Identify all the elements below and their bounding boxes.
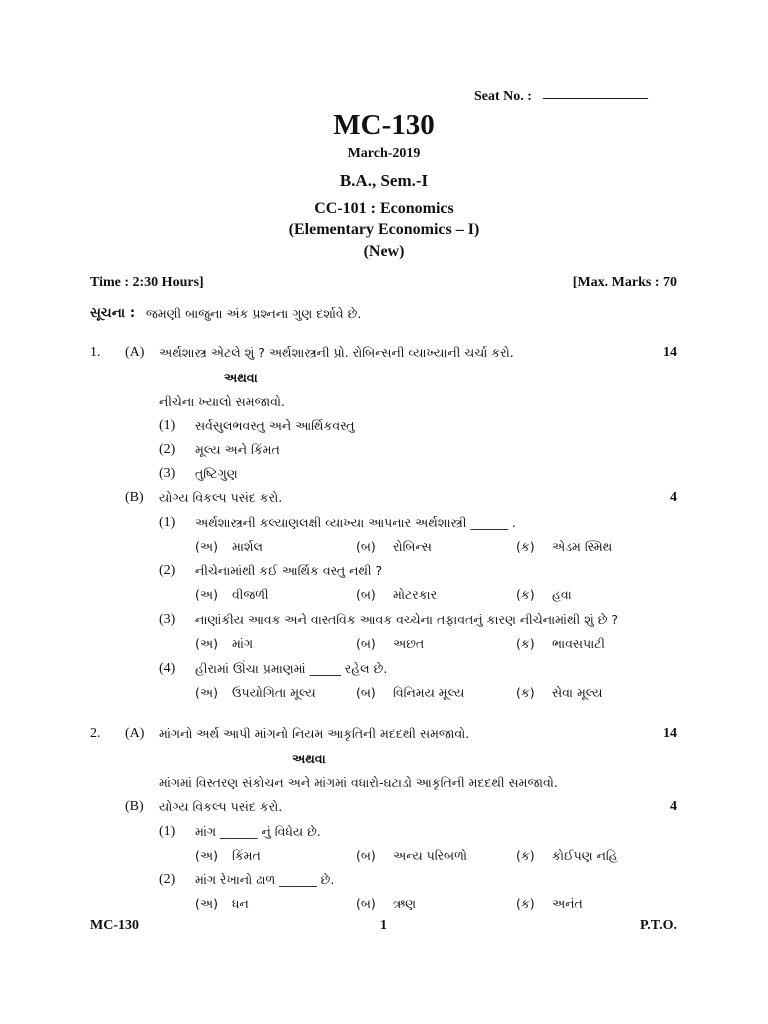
option-key: (બ) [356, 896, 376, 911]
page-number: 1 [380, 918, 387, 933]
option-value: અન્ય પરિબળો [393, 848, 467, 863]
option-key: (બ) [356, 587, 376, 602]
option-value: માર્શલ [232, 539, 263, 554]
option-value: સેવા મૂલ્ય [552, 685, 603, 700]
option-key: (ક) [516, 539, 535, 554]
mcq-number: (4) [159, 661, 176, 676]
q1a-label: (A) [125, 345, 145, 360]
time-duration: Time : 2:30 Hours] [90, 275, 204, 290]
option-key: (અ) [195, 539, 218, 554]
q2a-text: માંગનો અર્થ આપી માંગનો નિયમ આકૃતિની મદદથી સમજાવો. [159, 726, 470, 741]
option-key: (ક) [516, 587, 535, 602]
course-name: B.A., Sem.-I [339, 171, 429, 190]
option-key: (બ) [356, 685, 376, 700]
q1a-item-text: મૂલ્ય અને કિંમત [195, 442, 280, 457]
option-key: (બ) [356, 848, 376, 863]
q2b-text: યોગ્ય વિકલ્પ પસંદ કરો. [159, 799, 283, 814]
q1b-text: યોગ્ય વિકલ્પ પસંદ કરો. [159, 490, 283, 505]
subject-subtitle: (Elementary Economics – I) [288, 221, 480, 238]
q2a-marks: 14 [663, 726, 677, 741]
option-key: (અ) [195, 587, 218, 602]
mcq-number: (1) [159, 824, 176, 839]
option-key: (અ) [195, 896, 218, 911]
q2-number: 2. [90, 726, 101, 741]
mcq-number: (1) [159, 515, 176, 530]
option-value: માંગ [232, 636, 254, 651]
q2b-label: (B) [125, 799, 144, 814]
q1a-marks: 14 [663, 345, 677, 360]
option-value: કોઈપણ નહિ [552, 848, 618, 863]
mcq-number: (2) [159, 563, 176, 578]
q1a-alt-text: નીચેના ખ્યાલો સમજાવો. [159, 394, 285, 409]
q1-number: 1. [90, 345, 101, 360]
option-key: (બ) [356, 636, 376, 651]
syllabus-version: (New) [363, 243, 405, 260]
q1b-marks: 4 [670, 490, 677, 505]
pto-label: P.T.O. [640, 918, 677, 933]
option-value: અનંત [552, 896, 583, 911]
option-value: કિંમત [232, 848, 261, 863]
q2a-alt-text: માંગમાં વિસ્તરણ સંકોચન અને માંગમાં વધારો-ઘટાડો આકૃતિની મદદથી સમજાવો. [159, 775, 558, 790]
option-value: મોટરકાર [393, 587, 438, 602]
paper-code: MC-130 [333, 109, 435, 141]
option-key: (અ) [195, 685, 218, 700]
option-key: (ક) [516, 685, 535, 700]
mcq-number: (3) [159, 612, 176, 627]
option-value: રોબિન્સ [393, 539, 432, 554]
option-value: હવા [552, 587, 572, 602]
instruction-text: જમણી બાજુના અંક પ્રશ્નના ગુણ દર્શાવે છે. [146, 306, 362, 321]
option-value: અછત [393, 636, 425, 651]
mcq-text: અર્થશાસ્ત્રની કલ્યાણલક્ષી વ્યાખ્યા આપનાર અર્થશાસ્ત્રી ______ . [195, 515, 516, 530]
option-value: વીજળી [232, 587, 269, 602]
q1a-text: અર્થશાસ્ત્ર એટલે શું ? અર્થશાસ્ત્રની પ્રો. રોબિન્સની વ્યાખ્યાની ચર્ચા કરો. [159, 345, 514, 360]
mcq-number: (2) [159, 872, 176, 887]
instruction-label: સૂચના : [90, 305, 136, 321]
option-value: ઋણ [393, 896, 417, 911]
q2a-or: અથવા [292, 751, 326, 766]
q1a-item-num: (3) [159, 466, 176, 481]
q1a-item-text: સર્વસુલભવસ્તુ અને આર્થિકવસ્તુ [195, 418, 355, 433]
mcq-text: માંગ રેખાનો ઢાળ ______ છે. [195, 872, 335, 887]
footer-paper-code: MC-130 [90, 918, 139, 933]
seat-no-label: Seat No. : [474, 89, 532, 104]
mcq-text: માંગ ______ નું વિધેય છે. [195, 824, 321, 839]
option-key: (ક) [516, 848, 535, 863]
option-value: ધન [232, 896, 249, 911]
mcq-text: હીરામાં ઊંચા પ્રમાણમાં _____ રહેલ છે. [195, 661, 388, 676]
q2a-label: (A) [125, 726, 145, 741]
exam-date: March-2019 [347, 146, 421, 161]
q1a-item-num: (1) [159, 418, 176, 433]
seat-no-blank: _______________ [543, 86, 648, 101]
q1a-item-text: તુષ્ટિગુણ [195, 466, 238, 481]
max-marks: [Max. Marks : 70 [572, 275, 677, 290]
option-key: (ક) [516, 896, 535, 911]
option-key: (અ) [195, 848, 218, 863]
option-key: (અ) [195, 636, 218, 651]
mcq-text: નીચેનામાંથી કઈ આર્થિક વસ્તુ નથી ? [195, 563, 383, 578]
option-key: (બ) [356, 539, 376, 554]
q1a-or: અથવા [224, 370, 258, 385]
q1a-item-num: (2) [159, 442, 176, 457]
subject-title: CC-101 : Economics [314, 200, 454, 217]
option-value: ભાવસપાટી [552, 636, 606, 651]
q2b-marks: 4 [670, 799, 677, 814]
option-value: વિનિમય મૂલ્ય [393, 685, 465, 700]
option-value: ઉપયોગિતા મૂલ્ય [232, 685, 316, 700]
mcq-text: નાણાંકીય આવક અને વાસ્તવિક આવક વચ્ચેના તફાવતનું કારણ નીચેનામાંથી શું છે ? [195, 612, 618, 627]
option-value: એડમ સ્મિથ [552, 539, 613, 554]
option-key: (ક) [516, 636, 535, 651]
q1b-label: (B) [125, 490, 144, 505]
